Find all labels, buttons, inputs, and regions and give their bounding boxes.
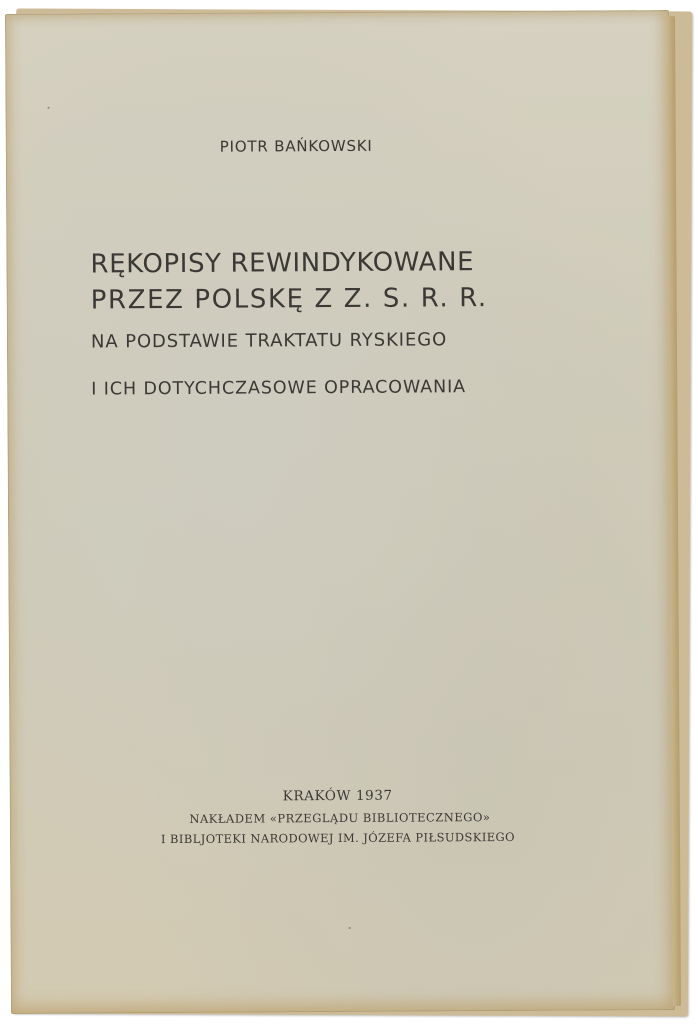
subtitle-line-1: NA PODSTAWIE TRAKTATU RYSKIEGO	[90, 329, 448, 353]
publisher-line-2: I BIBLJOTEKI NARODOWEJ IM. JÓZEFA PIŁSUDSKIEGO	[160, 829, 515, 847]
cover-page	[5, 10, 675, 1014]
paper-speck	[48, 107, 50, 109]
place-and-year: KRAKÓW 1937	[282, 787, 393, 805]
title-line-1: RĘKOPISY REWINDYKOWANE	[90, 247, 475, 280]
paper-speck	[349, 927, 351, 929]
subtitle-line-2: I ICH DOTYCHCZASOWE OPRACOWANIA	[91, 377, 467, 400]
author-name: PIOTR BAŃKOWSKI	[219, 136, 373, 156]
publisher-line-1: NAKŁADEM «PRZEGLĄDU BIBLIOTECZNEGO»	[189, 810, 491, 826]
title-line-2: PRZEZ POLSKĘ Z Z. S. R. R.	[90, 283, 488, 316]
